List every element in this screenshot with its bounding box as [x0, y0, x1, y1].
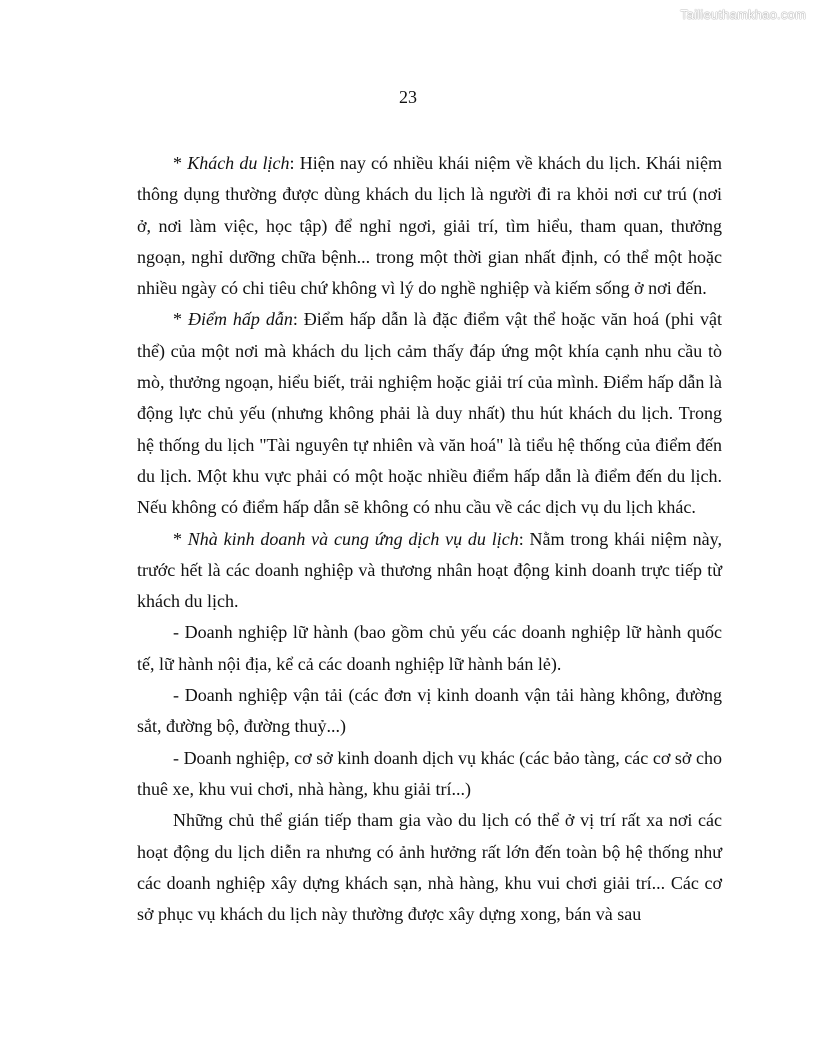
- paragraph-diem-hap-dan: [137, 304, 722, 523]
- paragraph-nha-kinh-doanh: [137, 524, 722, 618]
- page-number: 23: [399, 87, 417, 107]
- paragraph-khach-du-lich: [137, 148, 722, 304]
- bullet-prefix: *: [173, 309, 188, 330]
- paragraph-text: : Hiện nay có nhiều khái niệm về khách du lịch. Khái niệm thông dụng thường được dùng khách du lịch là người đi ra khỏi nơi cư trú (nơi ở, nơi làm việc, học tập) để nghỉ ngơi, giải trí, tìm hiểu, tham quan, thưởng ngoạn, nghỉ dưỡng chữa bệnh... trong một thời gian nhất định, có thể một hoặc nhiều ngày có chi tiêu chứ không vì lý do nghề nghiệp và kiếm sống ở nơi đến.: [137, 153, 722, 299]
- bullet-prefix: *: [173, 528, 188, 549]
- list-item-dich-vu-khac: - Doanh nghiệp, cơ sở kinh doanh dịch vụ khác (các bảo tàng, các cơ sở cho thuê xe, khu vui chơi, nhà hàng, khu giải trí...): [137, 747, 722, 799]
- term-nha-kinh-doanh: Nhà kinh doanh và cung ứng dịch vụ du lịch: [187, 528, 519, 549]
- paragraph-text: : Nằm trong khái niệm này, trước hết là các doanh nghiệp và thương nhân hoạt động kinh doanh trực tiếp từ khách du lịch.: [137, 528, 723, 612]
- bullet-prefix: *: [173, 153, 188, 173]
- paragraph-text: : Điểm hấp dẫn là đặc điểm vật thể hoặc văn hoá (phi vật thể) của một nơi mà khách du lịch cảm thấy đáp ứng một khía cạnh nhu cầu tò mò, thưởng ngoạn, hiểu biết, trải nghiệm hoặc giải trí của mình. Điểm hấp dẫn là động lực chủ yếu (nhưng không phải là duy nhất) thu hút khách du lịch. Trong hệ thống du lịch "Tài nguyên tự nhiên và văn hoá" là tiểu hệ thống của điểm đến du lịch. Một khu vực phải có một hoặc nhiều điểm hấp dẫn là điểm đến du lịch. Nếu không có điểm hấp dẫn sẽ không có nhu cầu về các dịch vụ du lịch khác.: [137, 309, 722, 518]
- term-khach-du-lich: Khách du lịch: [187, 153, 290, 173]
- document-body: [137, 148, 722, 930]
- paragraph-chu-the-gian-tiep: Những chủ thể gián tiếp tham gia vào du lịch có thể ở vị trí rất xa nơi các hoạt động du lịch diễn ra nhưng có ảnh hưởng rất lớn đến toàn bộ hệ thống như các doanh nghiệp xây dựng khách sạn, nhà hàng, khu vui chơi giải trí... Các cơ sở phục vụ khách du lịch này thường được xây dựng xong, bán và sau: [137, 810, 722, 925]
- term-diem-hap-dan: Điểm hấp dẫn: [187, 309, 293, 330]
- list-item-van-tai: - Doanh nghiệp vận tải (các đơn vị kinh doanh vận tải hàng không, đường sắt, đường bộ, đường thuỷ...): [137, 685, 722, 737]
- list-item-lu-hanh: - Doanh nghiệp lữ hành (bao gồm chủ yếu các doanh nghiệp lữ hành quốc tế, lữ hành nội địa, kể cả các doanh nghiệp lữ hành bán lẻ).: [137, 622, 722, 674]
- watermark: Tailieuthamkhao.com: [680, 7, 806, 22]
